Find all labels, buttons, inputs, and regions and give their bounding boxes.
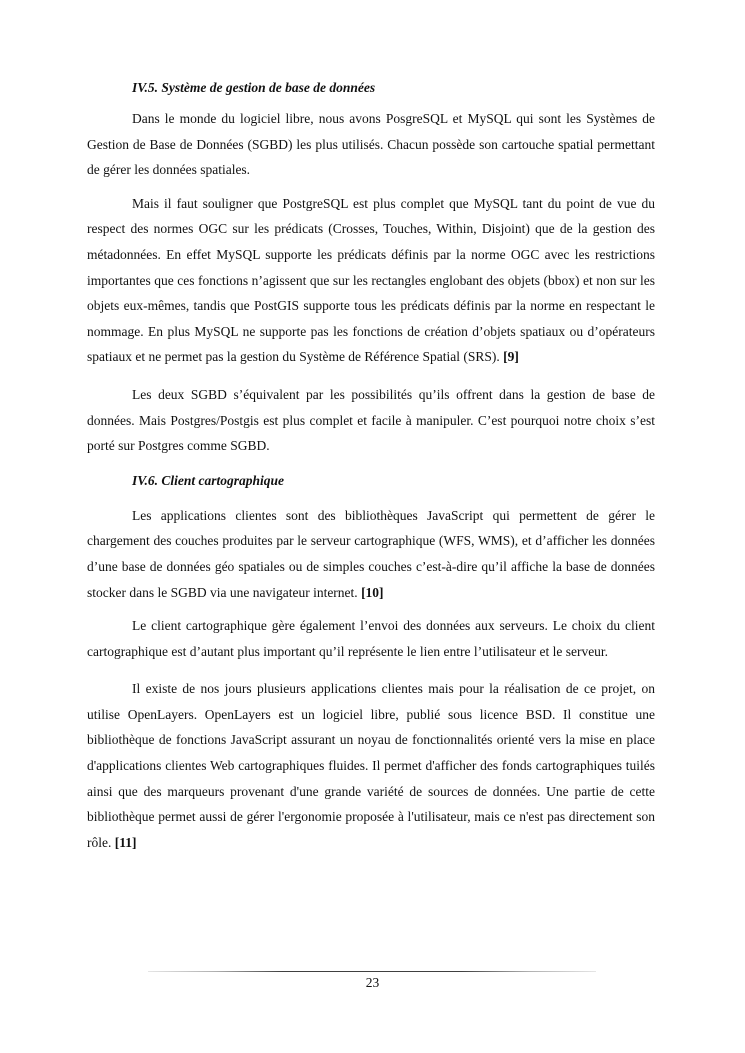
document-body (87, 78, 655, 855)
citation-ref: [11] (114, 834, 137, 850)
citation-ref: [10] (361, 584, 384, 600)
paragraph: Il existe de nos jours plusieurs applications clientes mais pour la réalisation de ce projet, on utilise OpenLayers. OpenLayers est un logiciel libre, publié sous licence BSD. Il constitue une bibliothèque de fonctions JavaScript assurant un noyau de fonctionnalités orienté vers la mise en place d'applications clientes Web cartographiques fluides. Il permet d'afficher des fonds cartographiques tuilés ainsi que des marqueurs provenant d'une grande variété de sources de données. Une partie de cette bibliothèque permet aussi de gérer l'ergonomie proposée à l'utilisateur, mais ce n'est pas directement son rôle. [11] (87, 681, 655, 850)
section-heading-iv6: IV.6. Client cartographique (132, 472, 285, 488)
paragraph: Les applications clientes sont des bibliothèques JavaScript qui permettent de gérer le chargement des couches produites par le serveur cartographique (WFS, WMS), et d’afficher les données d’une base de données géo spatiales ou de simples couches c’est-à-dire qu’il affiche la base de données stocker dans le SGBD via une navigateur internet. [10] (87, 507, 655, 600)
paragraph: Les deux SGBD s’équivalent par les possibilités qu’ils offrent dans la gestion de base de données. Mais Postgres/Postgis est plus complet et facile à manipuler. C’est pourquoi notre choix s’est porté sur Postgres comme SGBD. (87, 386, 655, 454)
footer-divider (148, 971, 596, 972)
paragraph: Le client cartographique gère également l’envoi des données aux serveurs. Le choix du client cartographique est d’autant plus important qu’il représente le lien entre l’utilisateur et le serveur. (87, 618, 655, 659)
citation-ref: [9] (503, 349, 519, 365)
paragraph: Mais il faut souligner que PostgreSQL est plus complet que MySQL tant du point de vue du respect des normes OGC sur les prédicats (Crosses, Touches, Within, Disjoint) que de la gestion des métadonnées. En effet MySQL supporte les prédicats définis par la norme OGC avec les restrictions importantes que ces fonctions n’agissent que sur les rectangles englobant des objets (bbox) et non sur les objets eux-mêmes, tandis que PostGIS supporte tous les prédicats définis par la norme en respectant le nommage. En plus MySQL ne supporte pas les fonctions de création d’objets spatiaux ou d’opérateurs spatiaux et ne permet pas la gestion du Système de Référence Spatial (SRS). [9] (87, 195, 655, 365)
page-number: 23 (365, 975, 380, 990)
section-heading-iv5: IV.5. Système de gestion de base de données (132, 80, 376, 95)
paragraph: Dans le monde du logiciel libre, nous avons PosgreSQL et MySQL qui sont les Systèmes de Gestion de Base de Données (SGBD) les plus utilisés. Chacun possède son cartouche spatial permettant de gérer les données spatiales. (87, 111, 655, 178)
